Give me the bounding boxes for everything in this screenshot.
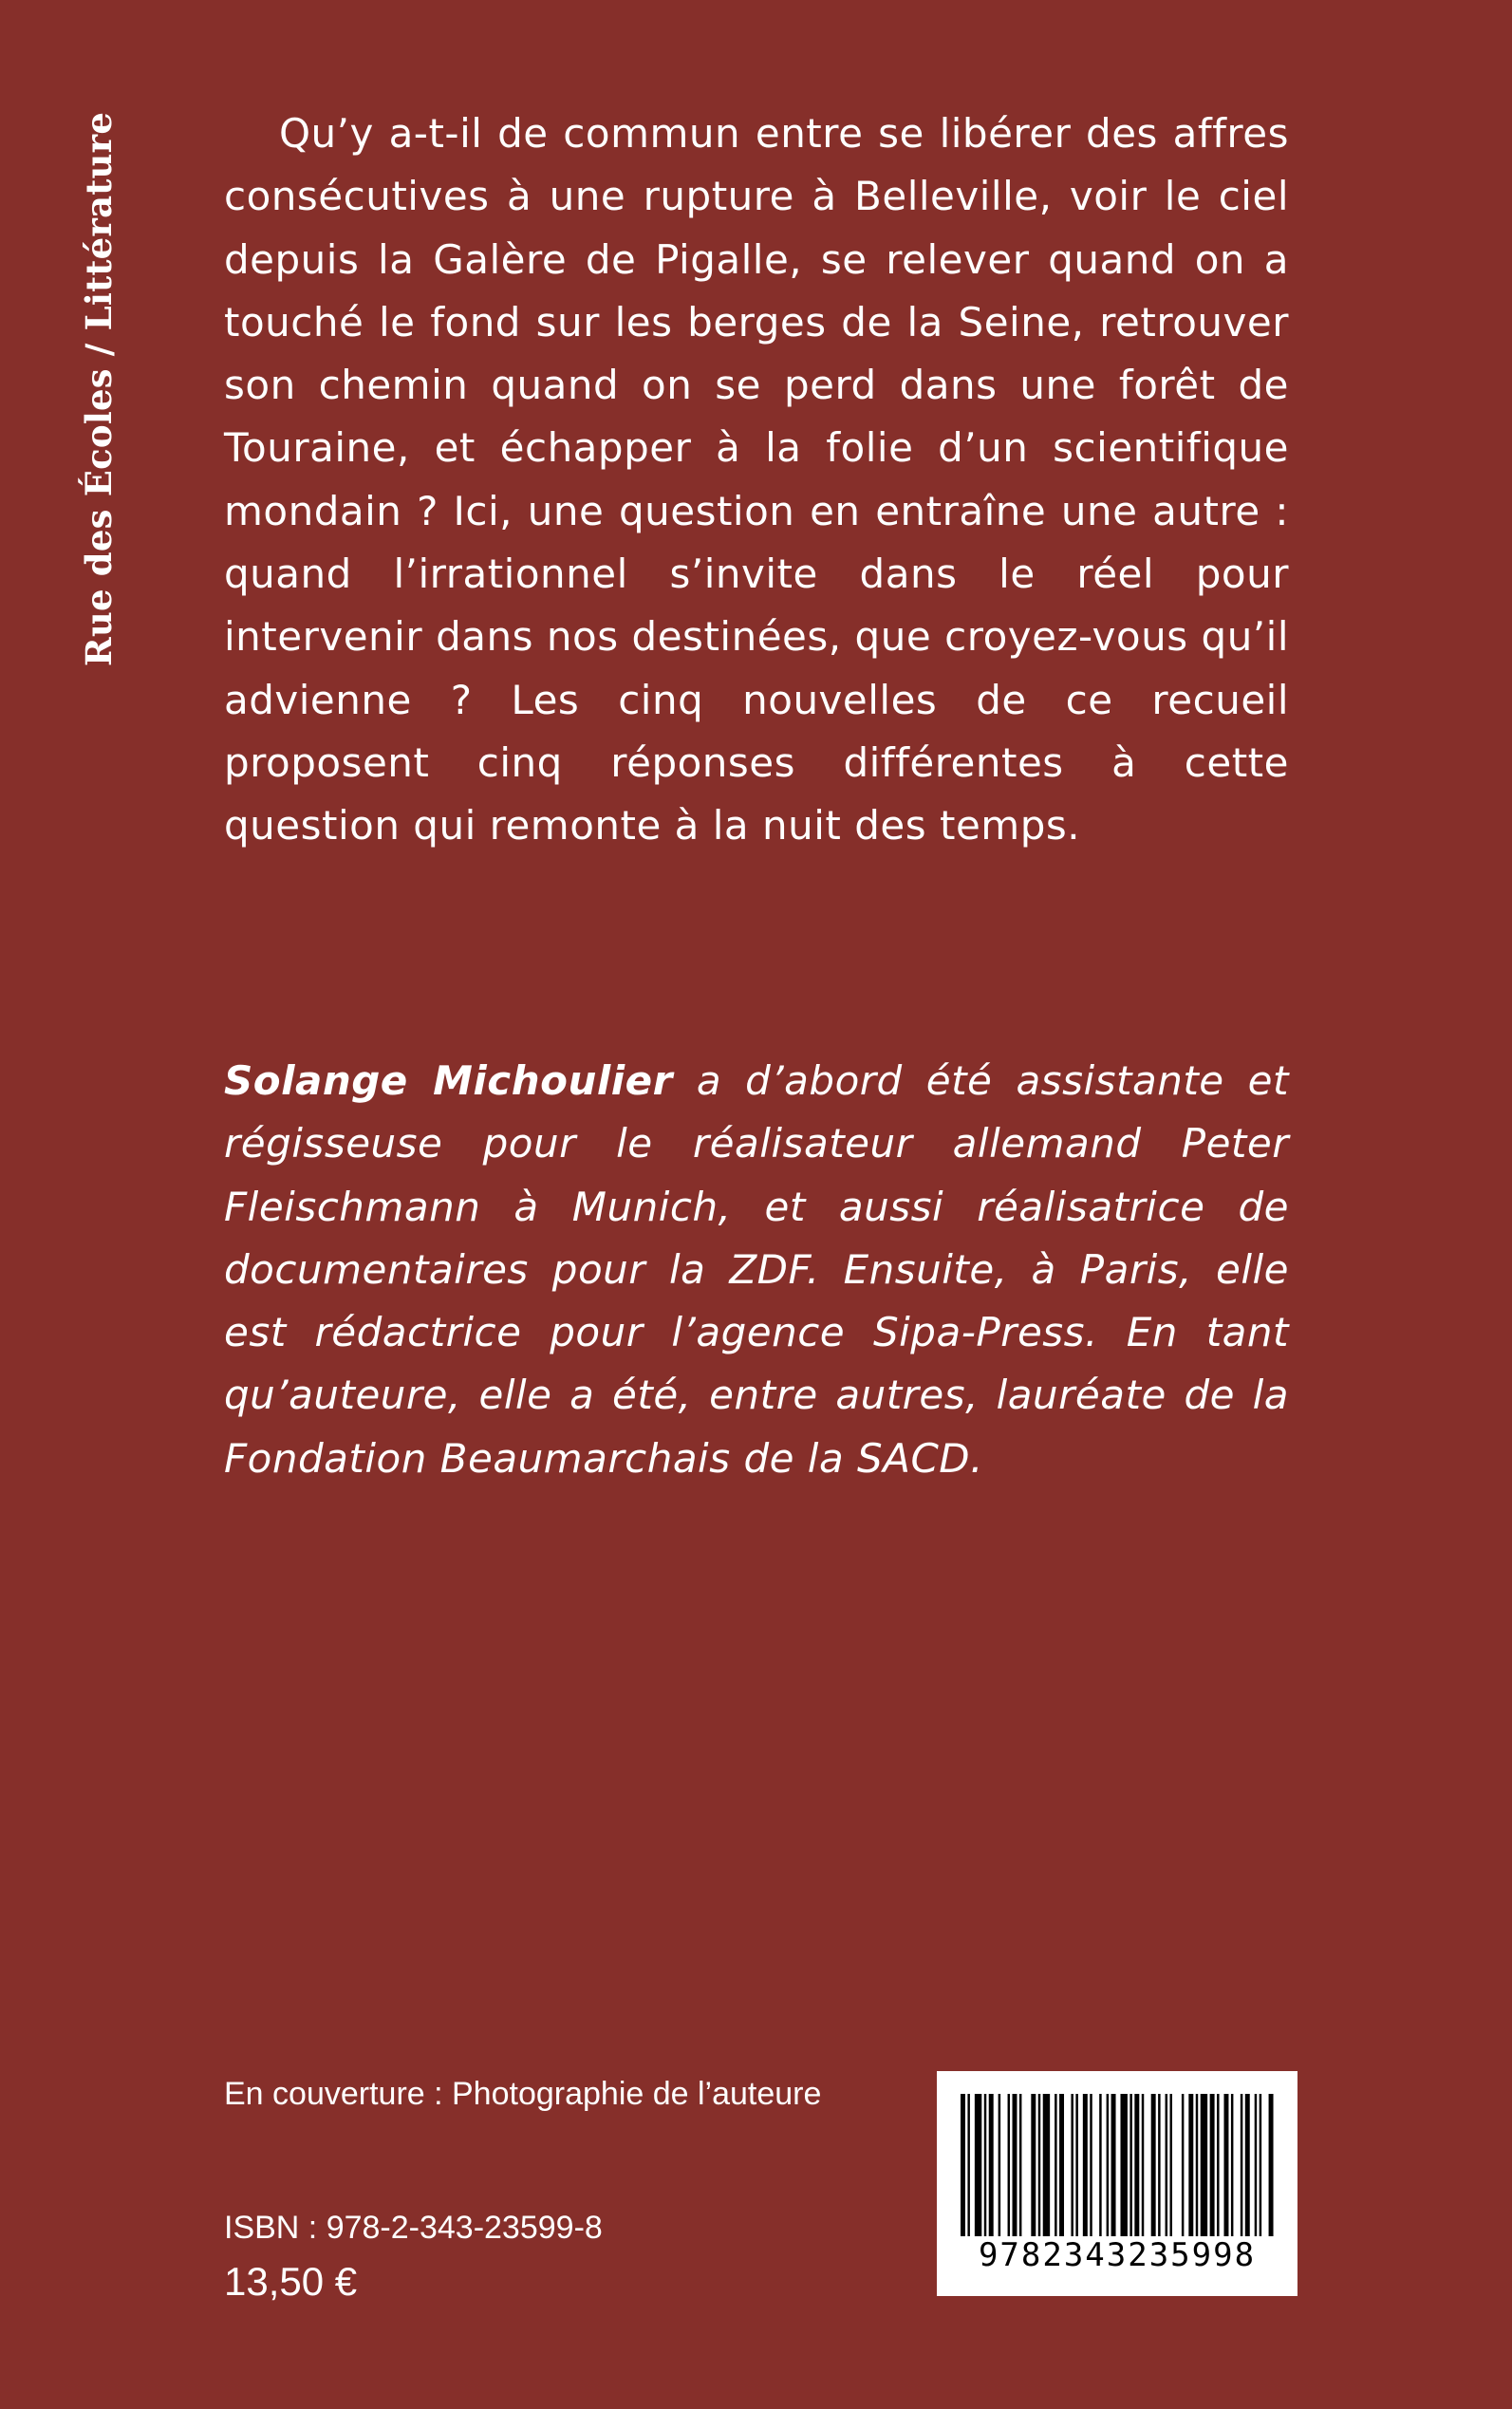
barcode-bar bbox=[1043, 2094, 1050, 2236]
barcode-bar bbox=[1188, 2094, 1193, 2236]
back-cover-blurb: Qu’y a-t-il de commun entre se libérer des affres consécutives à une rupture à Belleville, voir le ciel depuis la Galère de Pigalle, se relever quand on a touché le fond sur les berges de la Seine, retrouver son chemin quand on se perd dans une forêt de Touraine, et échapper à la folie d’un scientifique mondain ? Ici, une question en entraîne une autre : quand l’irrationnel s’invite dans le réel pour intervenir dans nos destinées, que croyez-vous qu’il advienne ? Les cinq nouvelles de ce recueil proposent cinq réponses différentes à cette question qui remonte à la nuit des temps. bbox=[224, 110, 1289, 850]
barcode-bar bbox=[975, 2094, 981, 2236]
barcode-bar bbox=[1013, 2094, 1017, 2236]
isbn-number: ISBN : 978-2-343-23599-8 bbox=[224, 2210, 603, 2246]
barcode-bar bbox=[1059, 2094, 1064, 2236]
barcode-bar bbox=[1129, 2094, 1131, 2236]
barcode-bar bbox=[1008, 2094, 1010, 2236]
barcode-bar bbox=[967, 2094, 969, 2236]
barcode-bar bbox=[1182, 2094, 1184, 2236]
barcode-bar bbox=[1166, 2094, 1167, 2236]
book-price: 13,50 € bbox=[224, 2259, 358, 2304]
barcode-bar bbox=[1055, 2094, 1056, 2236]
barcode-bar bbox=[1170, 2094, 1172, 2236]
barcode-bar bbox=[1120, 2094, 1127, 2236]
spine-collection-label bbox=[61, 104, 137, 674]
barcode-bar bbox=[1196, 2094, 1198, 2236]
cover-photo-credit: En couverture : Photographie de l’auteure bbox=[224, 2076, 822, 2112]
barcode-bar bbox=[1241, 2094, 1242, 2236]
barcode-bar bbox=[1223, 2094, 1228, 2236]
barcode-bar bbox=[984, 2094, 986, 2236]
barcode-bar bbox=[1201, 2094, 1207, 2236]
collection-title: Rue des Écoles / Littérature bbox=[78, 111, 120, 667]
barcode-bar bbox=[1210, 2094, 1215, 2236]
barcode-bar bbox=[1245, 2094, 1250, 2236]
barcode-panel bbox=[937, 2071, 1297, 2296]
barcode-bar bbox=[1260, 2094, 1261, 2236]
barcode-bar bbox=[1107, 2094, 1109, 2236]
barcode-bar bbox=[1151, 2094, 1156, 2236]
barcode-icon bbox=[961, 2094, 1276, 2236]
barcode-bar bbox=[989, 2094, 994, 2236]
barcode-bar bbox=[961, 2094, 965, 2236]
barcode-bar bbox=[1071, 2094, 1073, 2236]
author-bio-text: a d’abord été assistante et régisseuse pour le réalisateur allemand Peter Fleischmann à Munich, et aussi réalisatrice de documentaires pour la ZDF. Ensuite, à Paris, elle est rédactrice pour l’agence Sipa-Press. En tant qu’auteure, elle a été, entre autres, lauréate de la Fondation Beaumarchais de la SACD. bbox=[224, 1057, 1289, 1482]
barcode-bar bbox=[1111, 2094, 1116, 2236]
barcode-bar bbox=[1099, 2094, 1101, 2236]
barcode-bar bbox=[1134, 2094, 1139, 2236]
barcode-bar bbox=[1158, 2094, 1160, 2236]
barcode-bar bbox=[1038, 2094, 1040, 2236]
barcode-bar bbox=[1090, 2094, 1092, 2236]
barcode-bar bbox=[1083, 2094, 1088, 2236]
barcode-bar bbox=[1019, 2094, 1021, 2236]
author-biography bbox=[224, 1050, 1289, 1490]
author-name: Solange Michoulier bbox=[224, 1057, 673, 1104]
barcode-bar bbox=[1255, 2094, 1257, 2236]
barcode-bar bbox=[1075, 2094, 1077, 2236]
barcode-bar bbox=[1231, 2094, 1233, 2236]
barcode-bar bbox=[1269, 2094, 1274, 2236]
barcode-bar bbox=[1142, 2094, 1144, 2236]
barcode-bar bbox=[999, 2094, 1000, 2236]
barcode-digits: 9782343235998 bbox=[978, 2236, 1257, 2274]
barcode-bar bbox=[1217, 2094, 1219, 2236]
barcode-bar bbox=[1031, 2094, 1036, 2236]
